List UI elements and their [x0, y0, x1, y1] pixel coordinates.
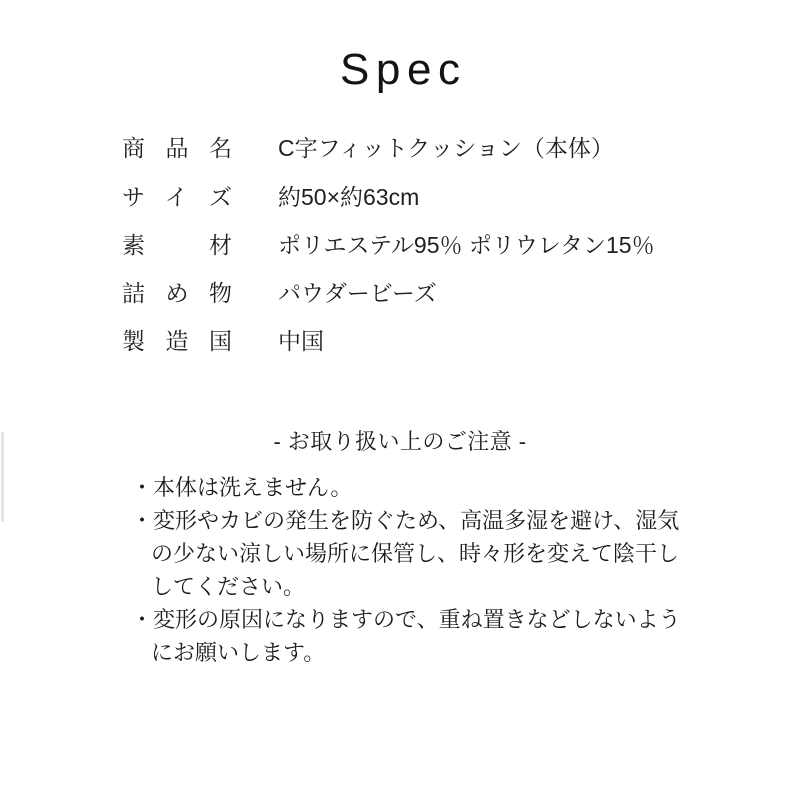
- spec-row: [122, 136, 800, 160]
- page-title: Spec: [339, 45, 467, 94]
- bullet-glyph: ・: [131, 475, 154, 501]
- bullet-glyph: ・: [131, 607, 154, 633]
- spec-row: [122, 281, 800, 305]
- notice-item-text: 変形の原因になりますので、重ね置きなどしないようにお願いします。: [151, 607, 681, 666]
- notice-list: [131, 471, 697, 669]
- spec-row-value: C字フィットクッション（本体）: [278, 135, 614, 162]
- spec-row-label: 商品名: [122, 135, 232, 162]
- spec-row: [122, 233, 800, 257]
- spec-row-value: 中国: [278, 327, 324, 354]
- spec-row-label: サイズ: [122, 183, 232, 210]
- spec-row-label: 製造国: [122, 327, 232, 354]
- notice-heading: - お取り扱い上のご注意 -: [273, 429, 527, 455]
- spec-row-label: 詰め物: [122, 279, 232, 306]
- spec-row-label: 素材: [122, 231, 232, 258]
- spec-row-value: ポリエステル95％ ポリウレタン15％: [278, 231, 655, 258]
- notice-item: [131, 471, 697, 504]
- spec-row-value: パウダービーズ: [278, 279, 437, 306]
- spec-row: [122, 185, 800, 209]
- notice-item-text: 本体は洗えません。: [153, 475, 353, 501]
- scrollbar-thumb[interactable]: [1, 432, 4, 522]
- spec-row: [122, 329, 800, 353]
- notice-item: [131, 504, 697, 603]
- spec-table: [122, 136, 800, 353]
- spec-row-value: 約50×約63cm: [278, 183, 420, 210]
- notice-item-text: 変形やカビの発生を防ぐため、高温多湿を避け、湿気の少ない涼しい場所に保管し、時々形を変えて陰干ししてください。: [151, 508, 680, 600]
- bullet-glyph: ・: [131, 508, 154, 534]
- notice-item: [131, 603, 697, 669]
